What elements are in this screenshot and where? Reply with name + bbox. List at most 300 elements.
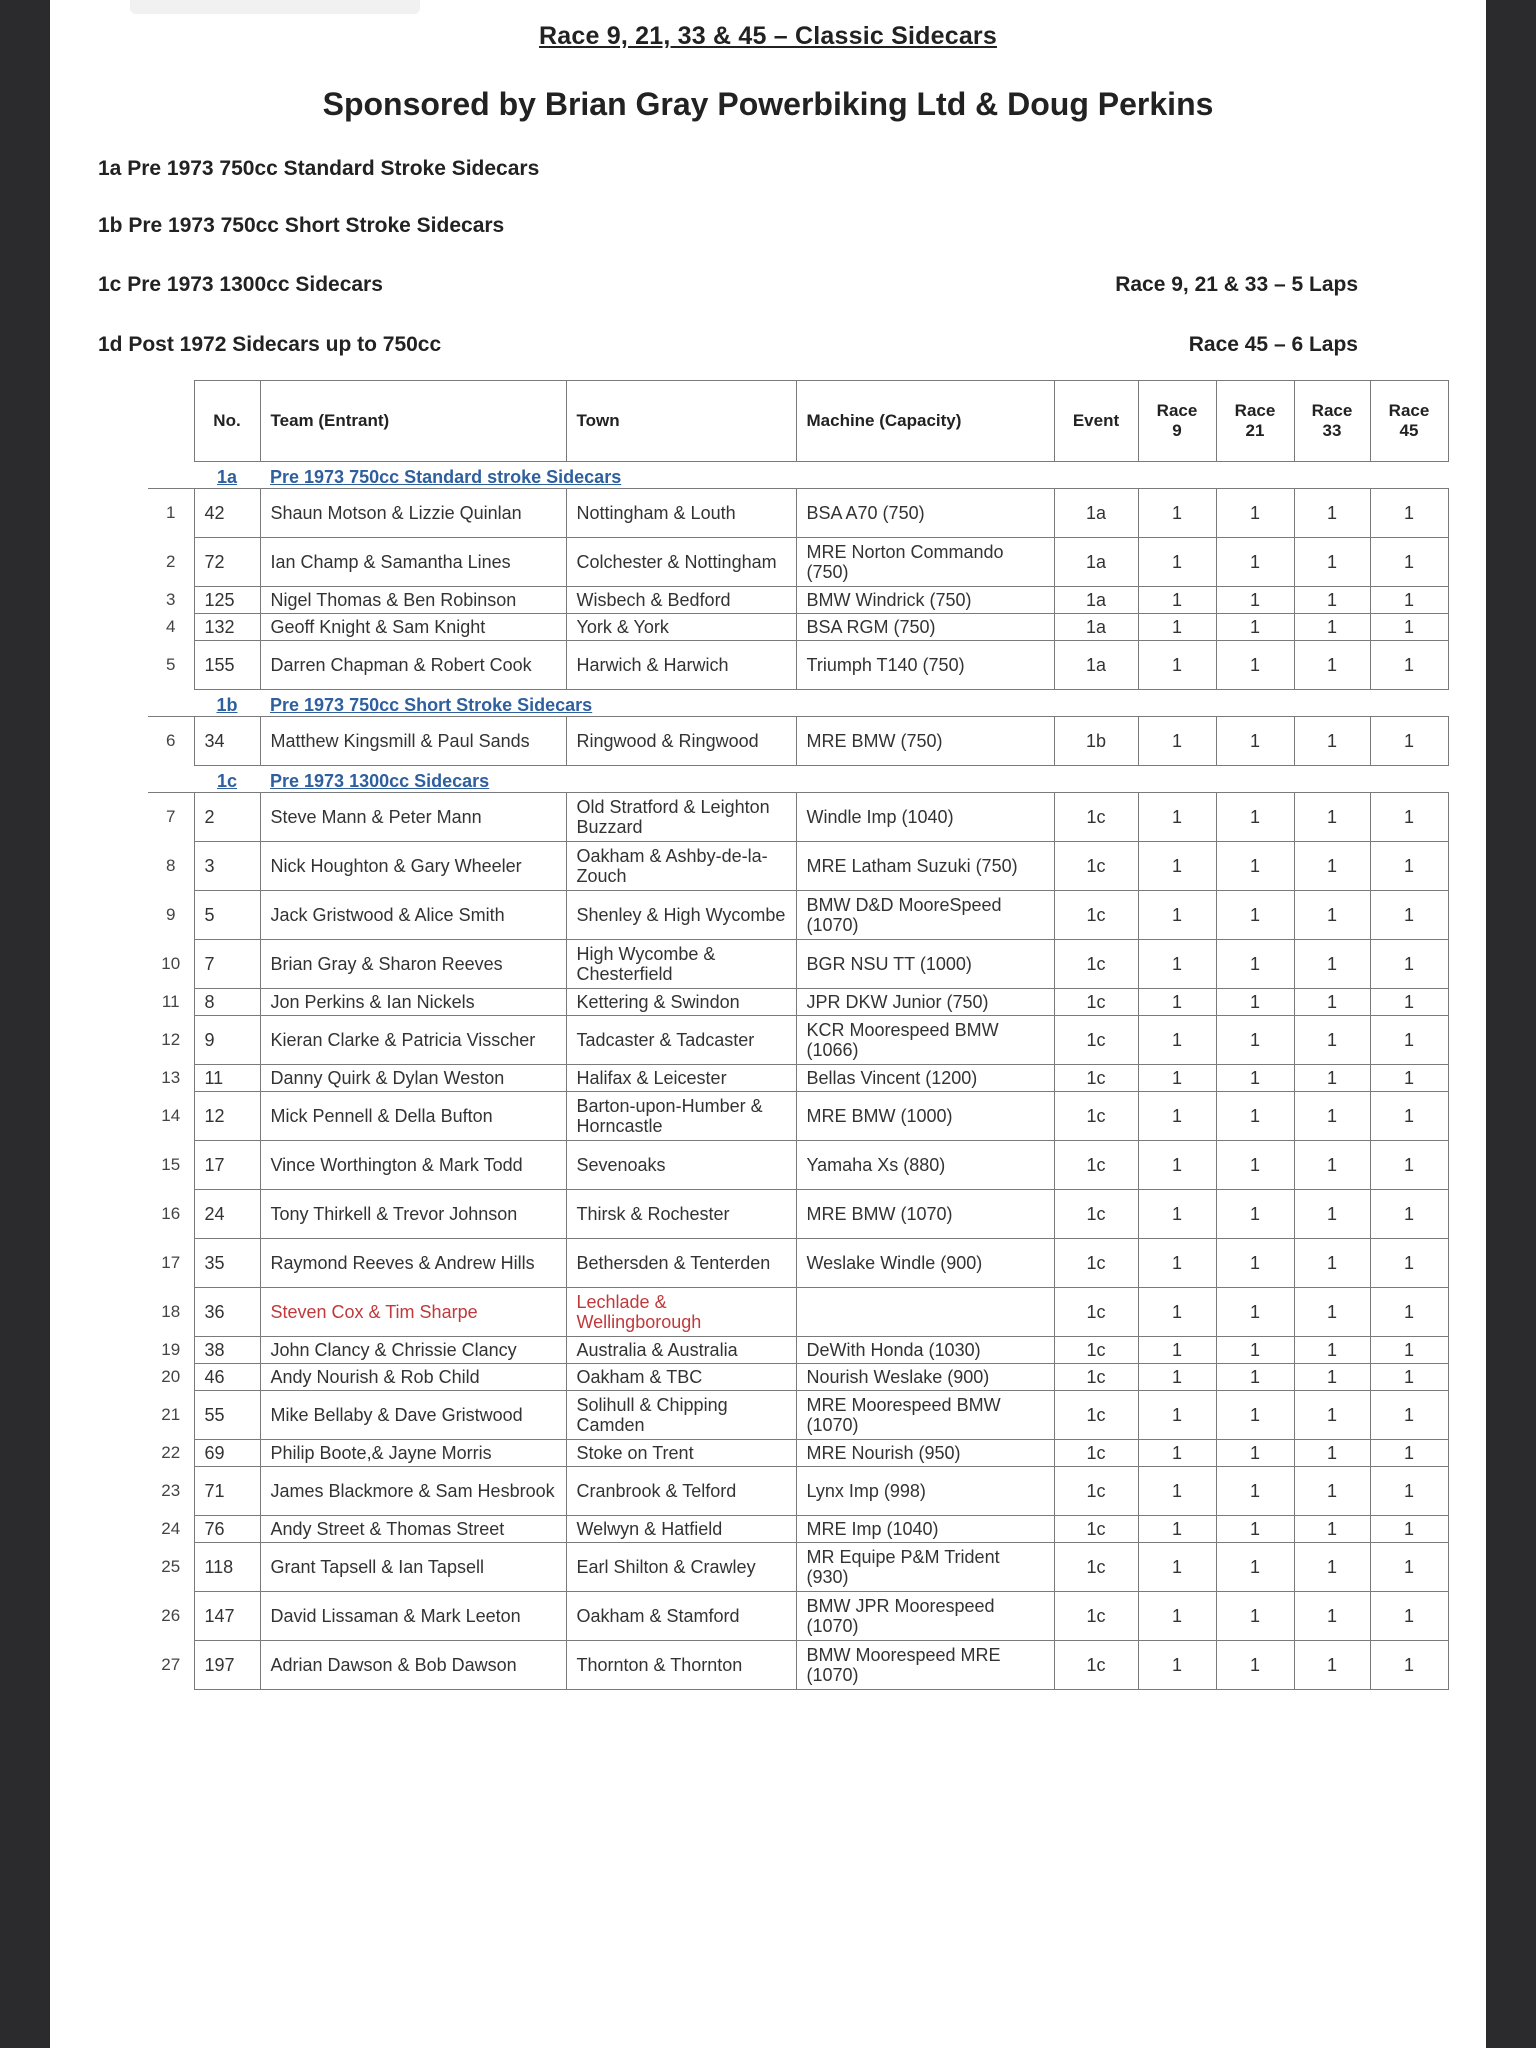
row-index: 5 — [166, 655, 176, 674]
race-33-entry: 1 — [1294, 1467, 1370, 1516]
row-index: 2 — [166, 552, 176, 571]
race-45-entry: 1 — [1370, 1391, 1448, 1440]
event-code: 1c — [1054, 1364, 1138, 1391]
row-index: 8 — [166, 856, 176, 875]
section-header-c — [148, 766, 1448, 793]
race-45-entry: 1 — [1370, 1364, 1448, 1391]
header-race-45: Race 45 — [1370, 381, 1448, 462]
machine: MRE Imp (1040) — [796, 1516, 1054, 1543]
town: Colchester & Nottingham — [566, 538, 796, 587]
row-index: 18 — [161, 1302, 181, 1321]
machine: Triumph T140 (750) — [796, 641, 1054, 690]
team-name: Nigel Thomas & Ben Robinson — [260, 587, 566, 614]
race-33-entry: 1 — [1294, 1543, 1370, 1592]
town: Ringwood & Ringwood — [566, 717, 796, 766]
table-row — [148, 1592, 1448, 1641]
table-row — [148, 940, 1448, 989]
table-row — [148, 793, 1448, 842]
table-row — [148, 1440, 1448, 1467]
race-9-entry: 1 — [1138, 1467, 1216, 1516]
class-1d-label: 1d Post 1972 Sidecars up to 750cc — [98, 333, 442, 356]
table-row — [148, 1364, 1448, 1391]
team-name: Geoff Knight & Sam Knight — [260, 614, 566, 641]
machine: MR Equipe P&M Trident (930) — [796, 1543, 1054, 1592]
race-45-entry: 1 — [1370, 614, 1448, 641]
event-code: 1c — [1054, 1440, 1138, 1467]
table-row — [148, 717, 1448, 766]
row-index: 14 — [161, 1106, 181, 1125]
race-9-entry: 1 — [1138, 1288, 1216, 1337]
race-45-entry: 1 — [1370, 1543, 1448, 1592]
entry-number: 2 — [194, 793, 260, 842]
race-45-entry: 1 — [1370, 989, 1448, 1016]
race-9-entry: 1 — [1138, 1440, 1216, 1467]
table-row — [148, 587, 1448, 614]
event-code: 1c — [1054, 842, 1138, 891]
machine: KCR Moorespeed BMW (1066) — [796, 1016, 1054, 1065]
row-index: 12 — [161, 1030, 181, 1049]
race-21-entry: 1 — [1216, 538, 1294, 587]
race-45-entry: 1 — [1370, 1016, 1448, 1065]
row-index: 19 — [161, 1340, 181, 1359]
race-21-entry: 1 — [1216, 1016, 1294, 1065]
race-9-entry: 1 — [1138, 1516, 1216, 1543]
table-row — [148, 641, 1448, 690]
machine: Windle Imp (1040) — [796, 793, 1054, 842]
team-name: Andy Nourish & Rob Child — [260, 1364, 566, 1391]
section-header-a — [148, 462, 1448, 489]
table-row — [148, 1516, 1448, 1543]
race-21-entry: 1 — [1216, 587, 1294, 614]
race-33-entry: 1 — [1294, 989, 1370, 1016]
row-index: 7 — [166, 807, 176, 827]
race-21-entry: 1 — [1216, 1065, 1294, 1092]
team-name: Jack Gristwood & Alice Smith — [260, 891, 566, 940]
race-45-entry: 1 — [1370, 587, 1448, 614]
machine: BSA A70 (750) — [796, 489, 1054, 538]
header-machine: Machine (Capacity) — [796, 381, 1054, 462]
row-index: 10 — [161, 954, 181, 973]
event-code: 1c — [1054, 793, 1138, 842]
row-index: 17 — [161, 1253, 181, 1272]
race-21-entry: 1 — [1216, 489, 1294, 538]
table-row — [148, 1016, 1448, 1065]
race-45-entry: 1 — [1370, 1337, 1448, 1364]
race-33-entry: 1 — [1294, 587, 1370, 614]
team-name: Danny Quirk & Dylan Weston — [260, 1065, 566, 1092]
team-name: Brian Gray & Sharon Reeves — [260, 940, 566, 989]
race-9-entry: 1 — [1138, 587, 1216, 614]
race-33-entry: 1 — [1294, 641, 1370, 690]
race-9-entry: 1 — [1138, 1592, 1216, 1641]
race-21-entry: 1 — [1216, 1391, 1294, 1440]
race-33-entry: 1 — [1294, 1641, 1370, 1690]
entry-number: 12 — [194, 1092, 260, 1141]
entry-number: 8 — [194, 989, 260, 1016]
town: Stoke on Trent — [566, 1440, 796, 1467]
race-9-entry: 1 — [1138, 1016, 1216, 1065]
machine: Bellas Vincent (1200) — [796, 1065, 1054, 1092]
team-name: Ian Champ & Samantha Lines — [260, 538, 566, 587]
race-45-entry: 1 — [1370, 1516, 1448, 1543]
town: Oakham & Stamford — [566, 1592, 796, 1641]
event-code: 1a — [1054, 538, 1138, 587]
event-code: 1c — [1054, 1065, 1138, 1092]
town: Thornton & Thornton — [566, 1641, 796, 1690]
race-45-entry: 1 — [1370, 1440, 1448, 1467]
row-index: 25 — [161, 1557, 181, 1576]
race-45-entry: 1 — [1370, 1592, 1448, 1641]
race-21-entry: 1 — [1216, 1641, 1294, 1690]
row-index: 9 — [166, 905, 176, 924]
race-9-entry: 1 — [1138, 1391, 1216, 1440]
race-21-entry: 1 — [1216, 1364, 1294, 1391]
race-33-entry: 1 — [1294, 717, 1370, 766]
event-code: 1c — [1054, 1141, 1138, 1190]
machine: BGR NSU TT (1000) — [796, 940, 1054, 989]
race-21-entry: 1 — [1216, 1092, 1294, 1141]
event-code: 1c — [1054, 1092, 1138, 1141]
race-21-entry: 1 — [1216, 1440, 1294, 1467]
section-code: 1a — [194, 462, 260, 489]
race-45-entry: 1 — [1370, 1065, 1448, 1092]
machine: BMW Moorespeed MRE (1070) — [796, 1641, 1054, 1690]
entry-rows — [148, 462, 1448, 1690]
race-33-entry: 1 — [1294, 891, 1370, 940]
entry-number: 72 — [194, 538, 260, 587]
event-code: 1b — [1054, 717, 1138, 766]
entry-number: 38 — [194, 1337, 260, 1364]
sponsor-line: Sponsored by Brian Gray Powerbiking Ltd & Doug Perkins — [322, 86, 1214, 122]
event-code: 1c — [1054, 1239, 1138, 1288]
team-name: Shaun Motson & Lizzie Quinlan — [260, 489, 566, 538]
event-code: 1a — [1054, 587, 1138, 614]
race-33-entry: 1 — [1294, 1364, 1370, 1391]
race-45-entry: 1 — [1370, 717, 1448, 766]
town: Lechlade & Wellingborough — [566, 1288, 796, 1337]
event-code: 1c — [1054, 1337, 1138, 1364]
race-21-entry: 1 — [1216, 989, 1294, 1016]
machine: Lynx Imp (998) — [796, 1467, 1054, 1516]
race-45-entry: 1 — [1370, 1288, 1448, 1337]
header-race-21: Race 21 — [1216, 381, 1294, 462]
entry-number: 55 — [194, 1391, 260, 1440]
race-9-entry: 1 — [1138, 489, 1216, 538]
town: Halifax & Leicester — [566, 1065, 796, 1092]
entry-number: 147 — [194, 1592, 260, 1641]
entry-number: 11 — [194, 1065, 260, 1092]
race-title: Race 9, 21, 33 & 45 – Classic Sidecars — [539, 22, 997, 50]
machine: MRE Norton Commando (750) — [796, 538, 1054, 587]
machine: Weslake Windle (900) — [796, 1239, 1054, 1288]
machine: BSA RGM (750) — [796, 614, 1054, 641]
team-name: Mike Bellaby & Dave Gristwood — [260, 1391, 566, 1440]
section-code: 1b — [194, 690, 260, 717]
table-row — [148, 1391, 1448, 1440]
race-9-entry: 1 — [1138, 1092, 1216, 1141]
race-45-entry: 1 — [1370, 1467, 1448, 1516]
race-9-entry: 1 — [1138, 842, 1216, 891]
race-21-entry: 1 — [1216, 1543, 1294, 1592]
table-row — [148, 614, 1448, 641]
row-index: 22 — [161, 1443, 181, 1462]
race-9-entry: 1 — [1138, 1141, 1216, 1190]
race-21-entry: 1 — [1216, 1467, 1294, 1516]
race-9-entry: 1 — [1138, 1239, 1216, 1288]
row-index: 15 — [161, 1155, 181, 1174]
race-9-entry: 1 — [1138, 989, 1216, 1016]
race-33-entry: 1 — [1294, 538, 1370, 587]
row-index: 27 — [161, 1655, 181, 1674]
header-bar-remnant — [130, 0, 420, 14]
event-code: 1c — [1054, 891, 1138, 940]
header-race-33: Race 33 — [1294, 381, 1370, 462]
race-33-entry: 1 — [1294, 1592, 1370, 1641]
race-9-entry: 1 — [1138, 940, 1216, 989]
race-9-entry: 1 — [1138, 1364, 1216, 1391]
event-code: 1c — [1054, 1641, 1138, 1690]
town: Thirsk & Rochester — [566, 1190, 796, 1239]
team-name: Matthew Kingsmill & Paul Sands — [260, 717, 566, 766]
entry-number: 5 — [194, 891, 260, 940]
race-21-entry: 1 — [1216, 717, 1294, 766]
team-name: Vince Worthington & Mark Todd — [260, 1141, 566, 1190]
machine: MRE BMW (1000) — [796, 1092, 1054, 1141]
event-code: 1c — [1054, 1288, 1138, 1337]
race-21-entry: 1 — [1216, 614, 1294, 641]
table-row — [148, 1467, 1448, 1516]
event-code: 1c — [1054, 1467, 1138, 1516]
team-name: James Blackmore & Sam Hesbrook — [260, 1467, 566, 1516]
town: Cranbrook & Telford — [566, 1467, 796, 1516]
machine: MRE BMW (750) — [796, 717, 1054, 766]
table-row — [148, 538, 1448, 587]
team-name: Grant Tapsell & Ian Tapsell — [260, 1543, 566, 1592]
table-row — [148, 1337, 1448, 1364]
race-33-entry: 1 — [1294, 1092, 1370, 1141]
row-index: 23 — [161, 1481, 181, 1500]
entry-number: 71 — [194, 1467, 260, 1516]
event-code: 1c — [1054, 1543, 1138, 1592]
machine: DeWith Honda (1030) — [796, 1337, 1054, 1364]
entry-number: 3 — [194, 842, 260, 891]
entry-number: 197 — [194, 1641, 260, 1690]
entry-number: 125 — [194, 587, 260, 614]
entry-list-table — [148, 380, 1449, 1690]
team-name: Kieran Clarke & Patricia Visscher — [260, 1016, 566, 1065]
town: Wisbech & Bedford — [566, 587, 796, 614]
row-index: 1 — [166, 503, 176, 523]
race-9-entry: 1 — [1138, 1543, 1216, 1592]
entry-number: 24 — [194, 1190, 260, 1239]
entry-number: 17 — [194, 1141, 260, 1190]
event-code: 1c — [1054, 1190, 1138, 1239]
section-header-b — [148, 690, 1448, 717]
team-name: David Lissaman & Mark Leeton — [260, 1592, 566, 1641]
row-index: 24 — [161, 1519, 181, 1538]
race-9-entry: 1 — [1138, 891, 1216, 940]
team-name: Steve Mann & Peter Mann — [260, 793, 566, 842]
event-code: 1a — [1054, 641, 1138, 690]
table-row — [148, 1543, 1448, 1592]
section-title: Pre 1973 1300cc Sidecars — [260, 766, 1448, 793]
race-33-entry: 1 — [1294, 1516, 1370, 1543]
race-33-entry: 1 — [1294, 1239, 1370, 1288]
race-9-entry: 1 — [1138, 1190, 1216, 1239]
race-45-entry: 1 — [1370, 1239, 1448, 1288]
town: Kettering & Swindon — [566, 989, 796, 1016]
machine — [796, 1288, 1054, 1337]
team-name: John Clancy & Chrissie Clancy — [260, 1337, 566, 1364]
header-team: Team (Entrant) — [260, 381, 566, 462]
entry-number: 35 — [194, 1239, 260, 1288]
race-33-entry: 1 — [1294, 1440, 1370, 1467]
race-21-entry: 1 — [1216, 1141, 1294, 1190]
entry-number: 46 — [194, 1364, 260, 1391]
document-page — [50, 0, 1486, 2048]
entry-number: 42 — [194, 489, 260, 538]
town: Oakham & Ashby-de-la-Zouch — [566, 842, 796, 891]
team-name: Mick Pennell & Della Bufton — [260, 1092, 566, 1141]
race-45-entry: 1 — [1370, 1092, 1448, 1141]
team-name: Jon Perkins & Ian Nickels — [260, 989, 566, 1016]
race-9-entry: 1 — [1138, 1641, 1216, 1690]
machine: BMW Windrick (750) — [796, 587, 1054, 614]
race-9-entry: 1 — [1138, 614, 1216, 641]
machine: Nourish Weslake (900) — [796, 1364, 1054, 1391]
laps-race-45: Race 45 – 6 Laps — [1188, 333, 1358, 356]
race-21-entry: 1 — [1216, 793, 1294, 842]
race-33-entry: 1 — [1294, 1141, 1370, 1190]
race-33-entry: 1 — [1294, 489, 1370, 538]
entry-number: 34 — [194, 717, 260, 766]
entry-number: 7 — [194, 940, 260, 989]
race-21-entry: 1 — [1216, 1337, 1294, 1364]
machine: MRE Nourish (950) — [796, 1440, 1054, 1467]
row-index: 13 — [161, 1068, 181, 1087]
event-code: 1a — [1054, 489, 1138, 538]
race-9-entry: 1 — [1138, 1065, 1216, 1092]
race-9-entry: 1 — [1138, 538, 1216, 587]
entry-number: 9 — [194, 1016, 260, 1065]
table-row — [148, 1239, 1448, 1288]
town: Old Stratford & Leighton Buzzard — [566, 793, 796, 842]
town: Australia & Australia — [566, 1337, 796, 1364]
section-code: 1c — [194, 766, 260, 793]
row-index: 3 — [166, 590, 176, 609]
event-code: 1c — [1054, 1516, 1138, 1543]
race-45-entry: 1 — [1370, 1641, 1448, 1690]
race-21-entry: 1 — [1216, 940, 1294, 989]
event-code: 1c — [1054, 1016, 1138, 1065]
team-name: Darren Chapman & Robert Cook — [260, 641, 566, 690]
row-index: 16 — [161, 1204, 181, 1223]
event-code: 1c — [1054, 989, 1138, 1016]
town: Harwich & Harwich — [566, 641, 796, 690]
race-21-entry: 1 — [1216, 891, 1294, 940]
town: Earl Shilton & Crawley — [566, 1543, 796, 1592]
race-21-entry: 1 — [1216, 1190, 1294, 1239]
race-33-entry: 1 — [1294, 1288, 1370, 1337]
class-1a-label: 1a Pre 1973 750cc Standard Stroke Sidecars — [98, 157, 540, 180]
town: Welwyn & Hatfield — [566, 1516, 796, 1543]
event-code: 1c — [1054, 1592, 1138, 1641]
machine: MRE BMW (1070) — [796, 1190, 1054, 1239]
town: Tadcaster & Tadcaster — [566, 1016, 796, 1065]
town: High Wycombe & Chesterfield — [566, 940, 796, 989]
race-33-entry: 1 — [1294, 1190, 1370, 1239]
entry-number: 69 — [194, 1440, 260, 1467]
team-name: Andy Street & Thomas Street — [260, 1516, 566, 1543]
event-code: 1c — [1054, 940, 1138, 989]
race-45-entry: 1 — [1370, 891, 1448, 940]
race-33-entry: 1 — [1294, 1016, 1370, 1065]
entry-number: 118 — [194, 1543, 260, 1592]
race-45-entry: 1 — [1370, 1190, 1448, 1239]
race-33-entry: 1 — [1294, 1337, 1370, 1364]
team-name: Steven Cox & Tim Sharpe — [260, 1288, 566, 1337]
table-row — [148, 1288, 1448, 1337]
race-33-entry: 1 — [1294, 1391, 1370, 1440]
race-45-entry: 1 — [1370, 1141, 1448, 1190]
machine: JPR DKW Junior (750) — [796, 989, 1054, 1016]
race-33-entry: 1 — [1294, 614, 1370, 641]
machine: BMW JPR Moorespeed (1070) — [796, 1592, 1054, 1641]
race-9-entry: 1 — [1138, 793, 1216, 842]
header-town: Town — [566, 381, 796, 462]
race-9-entry: 1 — [1138, 717, 1216, 766]
machine: Yamaha Xs (880) — [796, 1141, 1054, 1190]
town: Barton-upon-Humber & Horncastle — [566, 1092, 796, 1141]
row-index: 20 — [161, 1367, 181, 1386]
town: Oakham & TBC — [566, 1364, 796, 1391]
section-title: Pre 1973 750cc Short Stroke Sidecars — [260, 690, 1448, 717]
table-row — [148, 891, 1448, 940]
race-45-entry: 1 — [1370, 538, 1448, 587]
row-index: 6 — [166, 731, 176, 751]
town: York & York — [566, 614, 796, 641]
team-name: Tony Thirkell & Trevor Johnson — [260, 1190, 566, 1239]
header-event: Event — [1054, 381, 1138, 462]
race-45-entry: 1 — [1370, 940, 1448, 989]
table-row — [148, 1641, 1448, 1690]
race-45-entry: 1 — [1370, 641, 1448, 690]
team-name: Philip Boote,& Jayne Morris — [260, 1440, 566, 1467]
table-row — [148, 842, 1448, 891]
race-21-entry: 1 — [1216, 1288, 1294, 1337]
table-row — [148, 489, 1448, 538]
team-name: Raymond Reeves & Andrew Hills — [260, 1239, 566, 1288]
entry-number: 155 — [194, 641, 260, 690]
header-no: No. — [194, 381, 260, 462]
town: Nottingham & Louth — [566, 489, 796, 538]
entry-number: 132 — [194, 614, 260, 641]
table-header-row — [148, 381, 1448, 462]
race-9-entry: 1 — [1138, 641, 1216, 690]
table-row — [148, 1190, 1448, 1239]
race-33-entry: 1 — [1294, 940, 1370, 989]
race-45-entry: 1 — [1370, 489, 1448, 538]
machine: MRE Moorespeed BMW (1070) — [796, 1391, 1054, 1440]
entry-number: 76 — [194, 1516, 260, 1543]
machine: BMW D&D MooreSpeed (1070) — [796, 891, 1054, 940]
race-21-entry: 1 — [1216, 1516, 1294, 1543]
race-21-entry: 1 — [1216, 842, 1294, 891]
header-race-9: Race 9 — [1138, 381, 1216, 462]
race-33-entry: 1 — [1294, 842, 1370, 891]
laps-races-9-21-33: Race 9, 21 & 33 – 5 Laps — [1115, 273, 1358, 296]
team-name: Nick Houghton & Gary Wheeler — [260, 842, 566, 891]
